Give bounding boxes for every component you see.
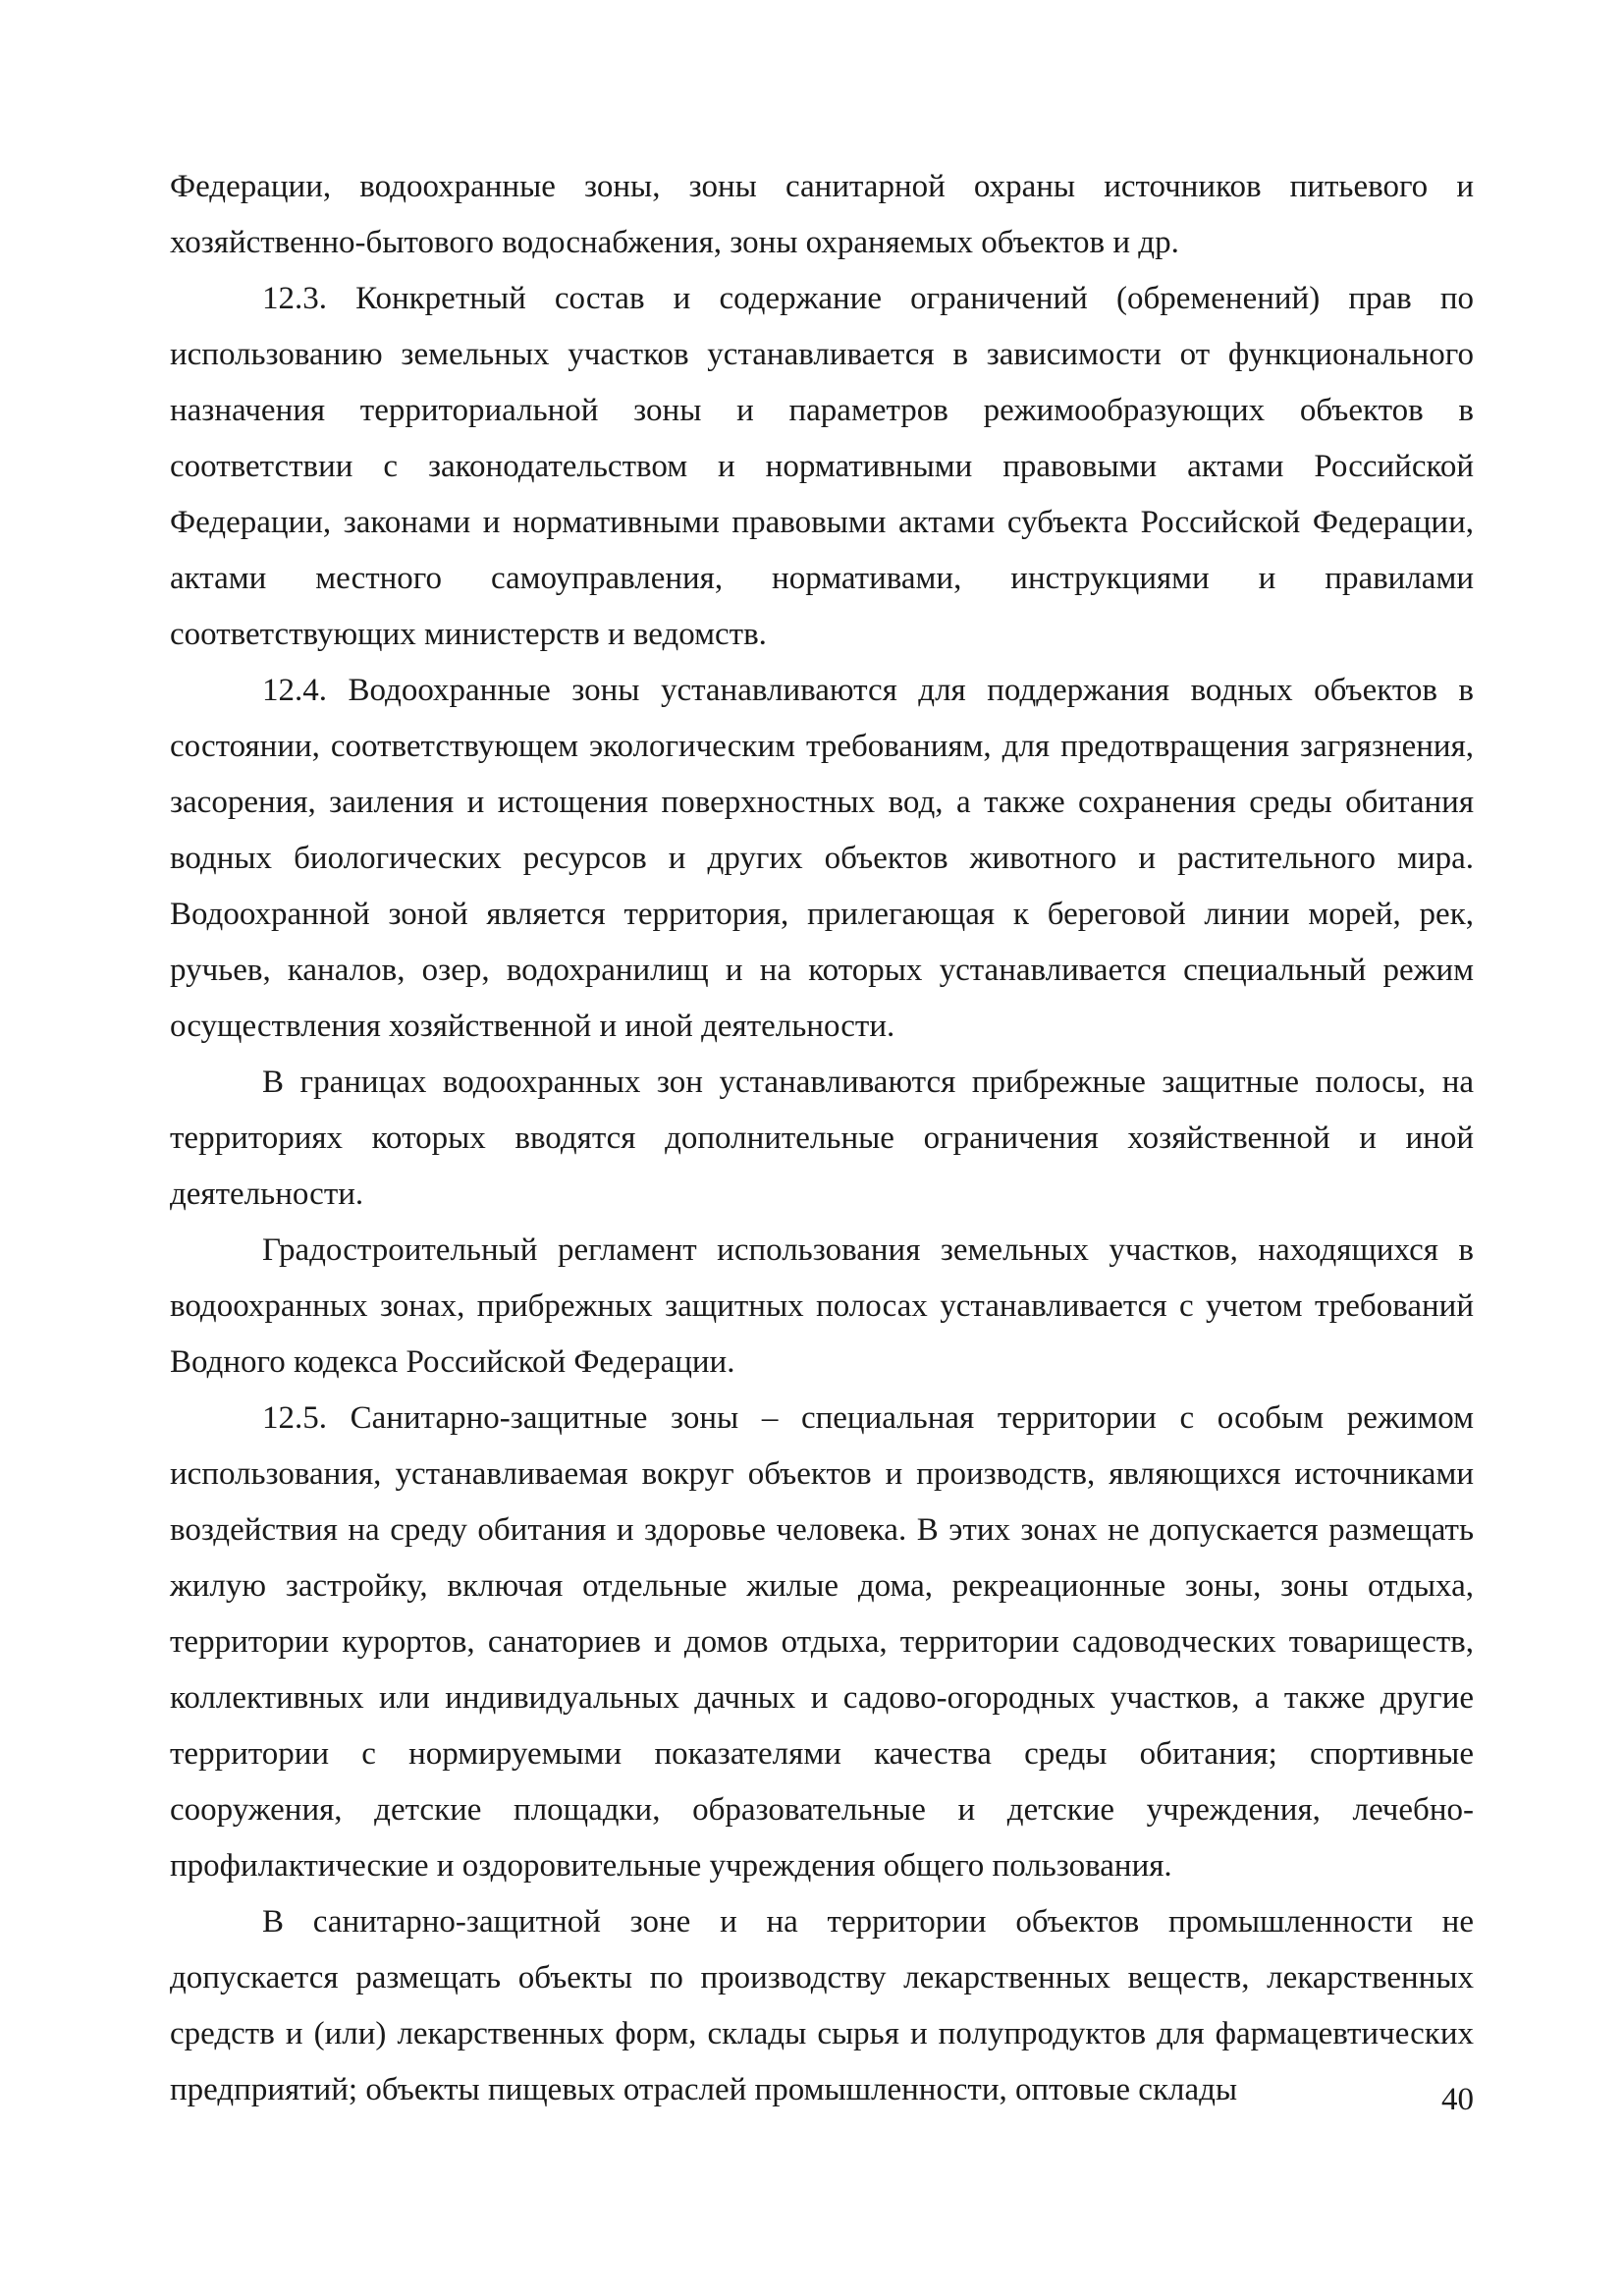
paragraph-continuation: Федерации, водоохранные зоны, зоны санитарной охраны источников питьевого и хозяйственно-бытового водоснабжения, зоны охраняемых объектов и др. — [170, 169, 1474, 260]
document-body — [170, 159, 1474, 2118]
paragraph-coastal-strips: В границах водоохранных зон устанавливаются прибрежные защитные полосы, на территориях которых вводятся дополнительные ограничения хозяйственной и иной деятельности. — [170, 1065, 1474, 1212]
page-number: 40 — [1441, 2082, 1474, 2117]
paragraph-12-5: 12.5. Санитарно-защитные зоны – специальная территории с особым режимом использования, устанавливаемая вокруг объектов и производств, являющихся источниками воздействия на среду обитания и здоровье человека. В этих зонах не допускается размещать жилую застройку, включая отдельные жилые дома, рекреационные зоны, зоны отдыха, территории курортов, санаториев и домов отдыха, территории садоводческих товариществ, коллективных или индивидуальных дачных и садово-огородных участков, а также другие территории с нормируемыми показателями качества среды обитания; спортивные сооружения, детские площадки, образовательные и детские учреждения, лечебно-профилактические и оздоровительные учреждения общего пользования. — [170, 1400, 1474, 1884]
paragraph-12-4: 12.4. Водоохранные зоны устанавливаются для поддержания водных объектов в состоянии, соответствующем экологическим требованиям, для предотвращения загрязнения, засорения, заиления и истощения поверхностных вод, а также сохранения среды обитания водных биологических ресурсов и других объектов животного и растительного мира. Водоохранной зоной является территория, прилегающая к береговой линии морей, рек, ручьев, каналов, озер, водохранилищ и на которых устанавливается специальный режим осуществления хозяйственной и иной деятельности. — [170, 673, 1474, 1044]
paragraph-sanitary-zone-restrictions: В санитарно-защитной зоне и на территории объектов промышленности не допускается размещать объекты по производству лекарственных веществ, лекарственных средств и (или) лекарственных форм, склады сырья и полупродуктов для фармацевтических предприятий; объекты пищевых отраслей промышленности, оптовые склады — [170, 1904, 1474, 2107]
paragraph-12-3: 12.3. Конкретный состав и содержание ограничений (обременений) прав по использованию земельных участков устанавливается в зависимости от функционального назначения территориальной зоны и параметров режимообразующих объектов в соответствии с законодательством и нормативными правовыми актами Российской Федерации, законами и нормативными правовыми актами субъекта Российской Федерации, актами местного самоуправления, нормативами, инструкциями и правилами соответствующих министерств и ведомств. — [170, 281, 1474, 652]
paragraph-urban-regulation: Градостроительный регламент использования земельных участков, находящихся в водоохранных зонах, прибрежных защитных полосах устанавливается с учетом требований Водного кодекса Российской Федерации. — [170, 1232, 1474, 1380]
